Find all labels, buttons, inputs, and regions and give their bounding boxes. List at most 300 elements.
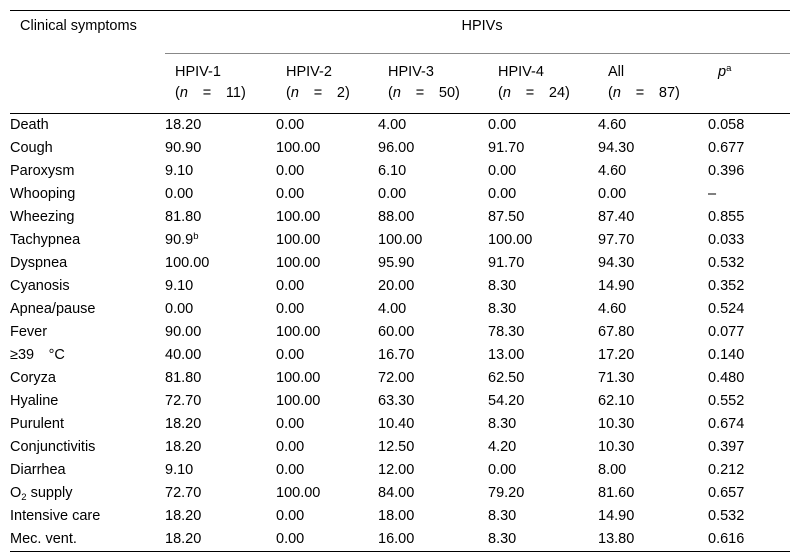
cell-value: – bbox=[708, 186, 717, 202]
table-cell bbox=[598, 528, 708, 552]
table-cell bbox=[276, 505, 378, 528]
cell-value: 0.00 bbox=[378, 186, 407, 202]
table-cell bbox=[165, 344, 276, 367]
table-row bbox=[10, 114, 790, 138]
row-label bbox=[10, 206, 165, 229]
cell-value: 0.552 bbox=[708, 393, 745, 409]
cell-value: 62.10 bbox=[598, 393, 635, 409]
row-label bbox=[10, 436, 165, 459]
table-cell bbox=[708, 160, 790, 183]
cell-value: 0.397 bbox=[708, 439, 745, 455]
table-row bbox=[10, 436, 790, 459]
table-cell bbox=[708, 229, 790, 252]
table-cell bbox=[598, 390, 708, 413]
table-cell bbox=[165, 298, 276, 321]
table-row bbox=[10, 482, 790, 505]
cell-value: 78.30 bbox=[488, 324, 525, 340]
table-cell bbox=[598, 436, 708, 459]
row-label-text: Dyspnea bbox=[10, 255, 68, 271]
cell-value: 13.80 bbox=[598, 531, 635, 547]
table-cell bbox=[165, 275, 276, 298]
table-cell bbox=[708, 114, 790, 138]
table-row bbox=[10, 459, 790, 482]
cell-value: 18.20 bbox=[165, 531, 202, 547]
cell-value: 97.70 bbox=[598, 232, 635, 248]
header-n-equals: = bbox=[313, 85, 323, 101]
header-n-value: 24) bbox=[548, 85, 570, 101]
table-cell bbox=[488, 114, 598, 138]
cell-value: 0.00 bbox=[276, 301, 305, 317]
row-label-text: O bbox=[10, 485, 22, 501]
header-open-paren: ( bbox=[498, 85, 503, 101]
cell-value: 90.9 bbox=[165, 232, 194, 248]
row-label bbox=[10, 114, 165, 138]
cell-value: 17.20 bbox=[598, 347, 635, 363]
table-cell bbox=[598, 367, 708, 390]
cell-value: 0.352 bbox=[708, 278, 745, 294]
table-cell bbox=[708, 413, 790, 436]
row-label-text: Fever bbox=[10, 324, 48, 340]
cell-value: 0.532 bbox=[708, 255, 745, 271]
table-cell bbox=[165, 206, 276, 229]
cell-value: 100.00 bbox=[488, 232, 533, 248]
cell-value: 0.00 bbox=[598, 186, 627, 202]
header-col-p bbox=[708, 54, 790, 114]
table-cell bbox=[708, 321, 790, 344]
table-cell bbox=[598, 344, 708, 367]
row-label bbox=[10, 298, 165, 321]
table-cell bbox=[276, 275, 378, 298]
table-cell bbox=[165, 252, 276, 275]
table-cell bbox=[708, 206, 790, 229]
row-label-text: Wheezing bbox=[10, 209, 75, 225]
header-n-value: 50) bbox=[438, 85, 460, 101]
header-n-equals: = bbox=[415, 85, 425, 101]
cell-value: 18.20 bbox=[165, 439, 202, 455]
cell-value: 81.80 bbox=[165, 370, 202, 386]
cell-value: 20.00 bbox=[378, 278, 415, 294]
cell-value: 0.00 bbox=[276, 462, 305, 478]
table-cell bbox=[276, 252, 378, 275]
table-cell bbox=[708, 528, 790, 552]
cell-value: 72.70 bbox=[165, 393, 202, 409]
table-cell bbox=[378, 482, 488, 505]
cell-value: 4.00 bbox=[378, 117, 407, 133]
table-cell bbox=[488, 275, 598, 298]
table-cell bbox=[488, 229, 598, 252]
table-cell bbox=[708, 390, 790, 413]
table-cell bbox=[378, 183, 488, 206]
table-cell bbox=[378, 229, 488, 252]
table-cell bbox=[598, 321, 708, 344]
table-cell bbox=[378, 137, 488, 160]
cell-value: 100.00 bbox=[378, 232, 423, 248]
row-label bbox=[10, 252, 165, 275]
cell-value: 4.60 bbox=[598, 117, 627, 133]
row-label-text: Cough bbox=[10, 140, 53, 156]
row-label bbox=[10, 482, 165, 505]
table-cell bbox=[276, 367, 378, 390]
cell-value: 0.00 bbox=[488, 117, 517, 133]
cell-value: 0.524 bbox=[708, 301, 745, 317]
row-label-text: Mec. vent. bbox=[10, 531, 77, 547]
table-cell bbox=[488, 206, 598, 229]
row-label-text: Tachypnea bbox=[10, 232, 81, 248]
cell-value: 10.30 bbox=[598, 439, 635, 455]
row-label-text: Whooping bbox=[10, 186, 76, 202]
cell-value: 100.00 bbox=[276, 232, 321, 248]
table-cell bbox=[378, 252, 488, 275]
cell-value: 9.10 bbox=[165, 462, 194, 478]
cell-value: 0.674 bbox=[708, 416, 745, 432]
table-cell bbox=[488, 459, 598, 482]
table-cell bbox=[708, 344, 790, 367]
header-n-value: 11) bbox=[225, 85, 246, 101]
header-p-label: p bbox=[718, 64, 727, 80]
header-n-label: n bbox=[502, 85, 511, 101]
table-cell bbox=[165, 436, 276, 459]
table-cell bbox=[598, 505, 708, 528]
table-cell bbox=[488, 137, 598, 160]
cell-value: 100.00 bbox=[276, 393, 321, 409]
cell-value: 72.70 bbox=[165, 485, 202, 501]
cell-value: 100.00 bbox=[276, 255, 321, 271]
table-cell bbox=[708, 298, 790, 321]
table-cell bbox=[276, 482, 378, 505]
row-label bbox=[10, 137, 165, 160]
cell-value: 79.20 bbox=[488, 485, 525, 501]
table-cell bbox=[276, 229, 378, 252]
table-cell bbox=[276, 436, 378, 459]
table-cell bbox=[488, 160, 598, 183]
table-cell bbox=[165, 459, 276, 482]
cell-value: 100.00 bbox=[276, 209, 321, 225]
cell-value: 0.00 bbox=[276, 186, 305, 202]
cell-value: 91.70 bbox=[488, 255, 525, 271]
cell-value: 84.00 bbox=[378, 485, 415, 501]
cell-value: 0.855 bbox=[708, 209, 745, 225]
cell-value: 14.90 bbox=[598, 278, 635, 294]
table-cell bbox=[378, 321, 488, 344]
table-cell bbox=[165, 137, 276, 160]
header-n-label: n bbox=[179, 85, 188, 101]
cell-value: 0.480 bbox=[708, 370, 745, 386]
cell-value: 18.20 bbox=[165, 117, 202, 133]
cell-value: 12.00 bbox=[378, 462, 415, 478]
cell-value: 67.80 bbox=[598, 324, 635, 340]
cell-value: 100.00 bbox=[276, 324, 321, 340]
row-label-text: Diarrhea bbox=[10, 462, 66, 478]
cell-value: 4.20 bbox=[488, 439, 517, 455]
row-label bbox=[10, 183, 165, 206]
header-n-label: n bbox=[392, 85, 401, 101]
header-n-equals: = bbox=[202, 85, 212, 101]
cell-value: 90.90 bbox=[165, 140, 202, 156]
cell-value: 9.10 bbox=[165, 278, 194, 294]
table-cell bbox=[488, 528, 598, 552]
cell-value: 0.00 bbox=[488, 462, 517, 478]
table-cell bbox=[165, 505, 276, 528]
table-row bbox=[10, 252, 790, 275]
cell-value: 0.396 bbox=[708, 163, 745, 179]
cell-value: 95.90 bbox=[378, 255, 415, 271]
cell-value: 100.00 bbox=[276, 485, 321, 501]
cell-value: 71.30 bbox=[598, 370, 635, 386]
row-label-text: Coryza bbox=[10, 370, 56, 386]
header-col-hpiv-1 bbox=[165, 54, 276, 114]
header-open-paren: ( bbox=[388, 85, 393, 101]
cell-value: 100.00 bbox=[276, 370, 321, 386]
table-cell bbox=[598, 206, 708, 229]
cell-value: 0.140 bbox=[708, 347, 745, 363]
header-open-paren: ( bbox=[608, 85, 613, 101]
table-cell bbox=[276, 298, 378, 321]
cell-value: 40.00 bbox=[165, 347, 202, 363]
table-cell bbox=[488, 321, 598, 344]
table-container bbox=[10, 10, 790, 552]
header-open-paren: ( bbox=[286, 85, 291, 101]
table-cell bbox=[165, 528, 276, 552]
table-cell bbox=[598, 298, 708, 321]
cell-value: 4.00 bbox=[378, 301, 407, 317]
header-row-group bbox=[10, 11, 790, 54]
table-cell bbox=[276, 528, 378, 552]
table-cell bbox=[708, 183, 790, 206]
table-cell bbox=[378, 114, 488, 138]
header-open-paren: ( bbox=[175, 85, 180, 101]
cell-value: 0.212 bbox=[708, 462, 745, 478]
row-label-text: ≥39 °C bbox=[10, 347, 65, 363]
table-cell bbox=[378, 459, 488, 482]
header-hpivs-group: HPIVs bbox=[165, 11, 790, 54]
table-cell bbox=[378, 367, 488, 390]
cell-value: 12.50 bbox=[378, 439, 415, 455]
table-cell bbox=[276, 344, 378, 367]
cell-value: 8.30 bbox=[488, 416, 517, 432]
table-cell bbox=[276, 413, 378, 436]
cell-value: 4.60 bbox=[598, 301, 627, 317]
table-row bbox=[10, 505, 790, 528]
cell-value: 16.70 bbox=[378, 347, 415, 363]
cell-value: 10.40 bbox=[378, 416, 415, 432]
header-n-value: 2) bbox=[336, 85, 350, 101]
table-body bbox=[10, 114, 790, 552]
table-row bbox=[10, 390, 790, 413]
header-col-name: HPIV-4 bbox=[498, 64, 544, 80]
table-cell bbox=[378, 160, 488, 183]
table-cell bbox=[598, 252, 708, 275]
row-label bbox=[10, 505, 165, 528]
cell-value: 0.616 bbox=[708, 531, 745, 547]
cell-value: 4.60 bbox=[598, 163, 627, 179]
table-cell bbox=[488, 482, 598, 505]
header-n-equals: = bbox=[525, 85, 535, 101]
header-n-equals: = bbox=[635, 85, 645, 101]
table-cell bbox=[488, 413, 598, 436]
table-row bbox=[10, 528, 790, 552]
cell-value: 0.077 bbox=[708, 324, 745, 340]
row-label-text: Death bbox=[10, 117, 49, 133]
cell-value: 88.00 bbox=[378, 209, 415, 225]
cell-value: 0.00 bbox=[276, 439, 305, 455]
table-cell bbox=[378, 275, 488, 298]
row-label-text: Intensive care bbox=[10, 508, 101, 524]
table-cell bbox=[598, 459, 708, 482]
header-clinical-symptoms: Clinical symptoms bbox=[20, 18, 137, 34]
row-label bbox=[10, 459, 165, 482]
table-cell bbox=[598, 160, 708, 183]
cell-value: 60.00 bbox=[378, 324, 415, 340]
cell-value: 14.90 bbox=[598, 508, 635, 524]
header-col-hpiv-4 bbox=[488, 54, 598, 114]
table-cell bbox=[708, 252, 790, 275]
cell-value: 0.00 bbox=[488, 186, 517, 202]
header-col-name: All bbox=[608, 64, 625, 80]
table-row bbox=[10, 229, 790, 252]
table-cell bbox=[165, 160, 276, 183]
header-col-hpiv-2 bbox=[276, 54, 378, 114]
cell-value: 18.20 bbox=[165, 416, 202, 432]
cell-value: 100.00 bbox=[276, 140, 321, 156]
table-row bbox=[10, 321, 790, 344]
table-row bbox=[10, 137, 790, 160]
row-label-text: Apnea/pause bbox=[10, 301, 96, 317]
row-label-text: Cyanosis bbox=[10, 278, 70, 294]
cell-value: 0.00 bbox=[276, 278, 305, 294]
table-cell bbox=[598, 229, 708, 252]
row-label bbox=[10, 390, 165, 413]
cell-value: 18.20 bbox=[165, 508, 202, 524]
row-label bbox=[10, 160, 165, 183]
header-n-label: n bbox=[612, 85, 621, 101]
row-label-text: Purulent bbox=[10, 416, 65, 432]
cell-value: 18.00 bbox=[378, 508, 415, 524]
table-cell bbox=[708, 275, 790, 298]
cell-value: 63.30 bbox=[378, 393, 415, 409]
cell-value: 62.50 bbox=[488, 370, 525, 386]
table-cell bbox=[378, 413, 488, 436]
table-cell bbox=[378, 206, 488, 229]
table-cell bbox=[276, 160, 378, 183]
cell-value: 0.00 bbox=[165, 186, 194, 202]
cell-value: 6.10 bbox=[378, 163, 407, 179]
header-col-hpiv-3 bbox=[378, 54, 488, 114]
cell-value: 8.00 bbox=[598, 462, 627, 478]
table-cell bbox=[708, 459, 790, 482]
table-cell bbox=[708, 482, 790, 505]
table-cell bbox=[165, 321, 276, 344]
clinical-symptoms-table bbox=[10, 10, 790, 552]
row-label-rest: supply bbox=[26, 485, 73, 501]
table-cell bbox=[708, 137, 790, 160]
cell-value: 8.30 bbox=[488, 531, 517, 547]
table-cell bbox=[488, 344, 598, 367]
table-cell bbox=[598, 413, 708, 436]
cell-value: 87.40 bbox=[598, 209, 635, 225]
row-label-text: Hyaline bbox=[10, 393, 59, 409]
table-cell bbox=[488, 298, 598, 321]
table-row bbox=[10, 367, 790, 390]
cell-value: 0.058 bbox=[708, 117, 745, 133]
header-col-name: HPIV-2 bbox=[286, 64, 332, 80]
table-row bbox=[10, 183, 790, 206]
cell-value: 72.00 bbox=[378, 370, 415, 386]
table-cell bbox=[165, 114, 276, 138]
cell-value: 10.30 bbox=[598, 416, 635, 432]
cell-value: 13.00 bbox=[488, 347, 525, 363]
header-n-label: n bbox=[290, 85, 299, 101]
table-cell bbox=[708, 436, 790, 459]
cell-value: 16.00 bbox=[378, 531, 415, 547]
table-cell bbox=[165, 390, 276, 413]
header-col-name: HPIV-1 bbox=[175, 64, 221, 80]
table-row bbox=[10, 275, 790, 298]
cell-value: 94.30 bbox=[598, 255, 635, 271]
table-cell bbox=[488, 436, 598, 459]
table-cell bbox=[378, 436, 488, 459]
table-cell bbox=[165, 183, 276, 206]
table-cell bbox=[488, 505, 598, 528]
header-p-footnote: a bbox=[726, 63, 732, 74]
cell-value: 8.30 bbox=[488, 301, 517, 317]
table-row bbox=[10, 206, 790, 229]
cell-value: 0.00 bbox=[488, 163, 517, 179]
header-col-all bbox=[598, 54, 708, 114]
row-label bbox=[10, 321, 165, 344]
cell-value: 96.00 bbox=[378, 140, 415, 156]
table-cell bbox=[708, 505, 790, 528]
table-cell bbox=[488, 390, 598, 413]
cell-value: 0.657 bbox=[708, 485, 745, 501]
table-cell bbox=[598, 114, 708, 138]
cell-footnote: b bbox=[193, 231, 199, 242]
table-cell bbox=[488, 183, 598, 206]
cell-value: 0.00 bbox=[276, 508, 305, 524]
table-cell bbox=[488, 367, 598, 390]
cell-value: 9.10 bbox=[165, 163, 194, 179]
table-cell bbox=[378, 528, 488, 552]
row-label bbox=[10, 367, 165, 390]
cell-value: 87.50 bbox=[488, 209, 525, 225]
row-label-subscript: 2 bbox=[21, 492, 27, 503]
row-label-text: Paroxysm bbox=[10, 163, 75, 179]
cell-value: 0.00 bbox=[276, 117, 305, 133]
table-cell bbox=[276, 459, 378, 482]
cell-value: 81.60 bbox=[598, 485, 635, 501]
cell-value: 0.00 bbox=[276, 416, 305, 432]
table-cell bbox=[276, 390, 378, 413]
table-cell bbox=[165, 229, 276, 252]
table-cell bbox=[165, 367, 276, 390]
table-cell bbox=[708, 367, 790, 390]
table-cell bbox=[276, 114, 378, 138]
table-cell bbox=[378, 344, 488, 367]
cell-value: 0.00 bbox=[276, 163, 305, 179]
cell-value: 0.00 bbox=[165, 301, 194, 317]
row-label bbox=[10, 413, 165, 436]
table-cell bbox=[598, 275, 708, 298]
table-cell bbox=[598, 482, 708, 505]
row-label-text: Conjunctivitis bbox=[10, 439, 96, 455]
table-cell bbox=[378, 298, 488, 321]
table-cell bbox=[488, 252, 598, 275]
header-col-name: HPIV-3 bbox=[388, 64, 434, 80]
header-n-value: 87) bbox=[658, 85, 680, 101]
row-label bbox=[10, 344, 165, 367]
table-cell bbox=[165, 413, 276, 436]
table-cell bbox=[276, 183, 378, 206]
table-cell bbox=[276, 206, 378, 229]
